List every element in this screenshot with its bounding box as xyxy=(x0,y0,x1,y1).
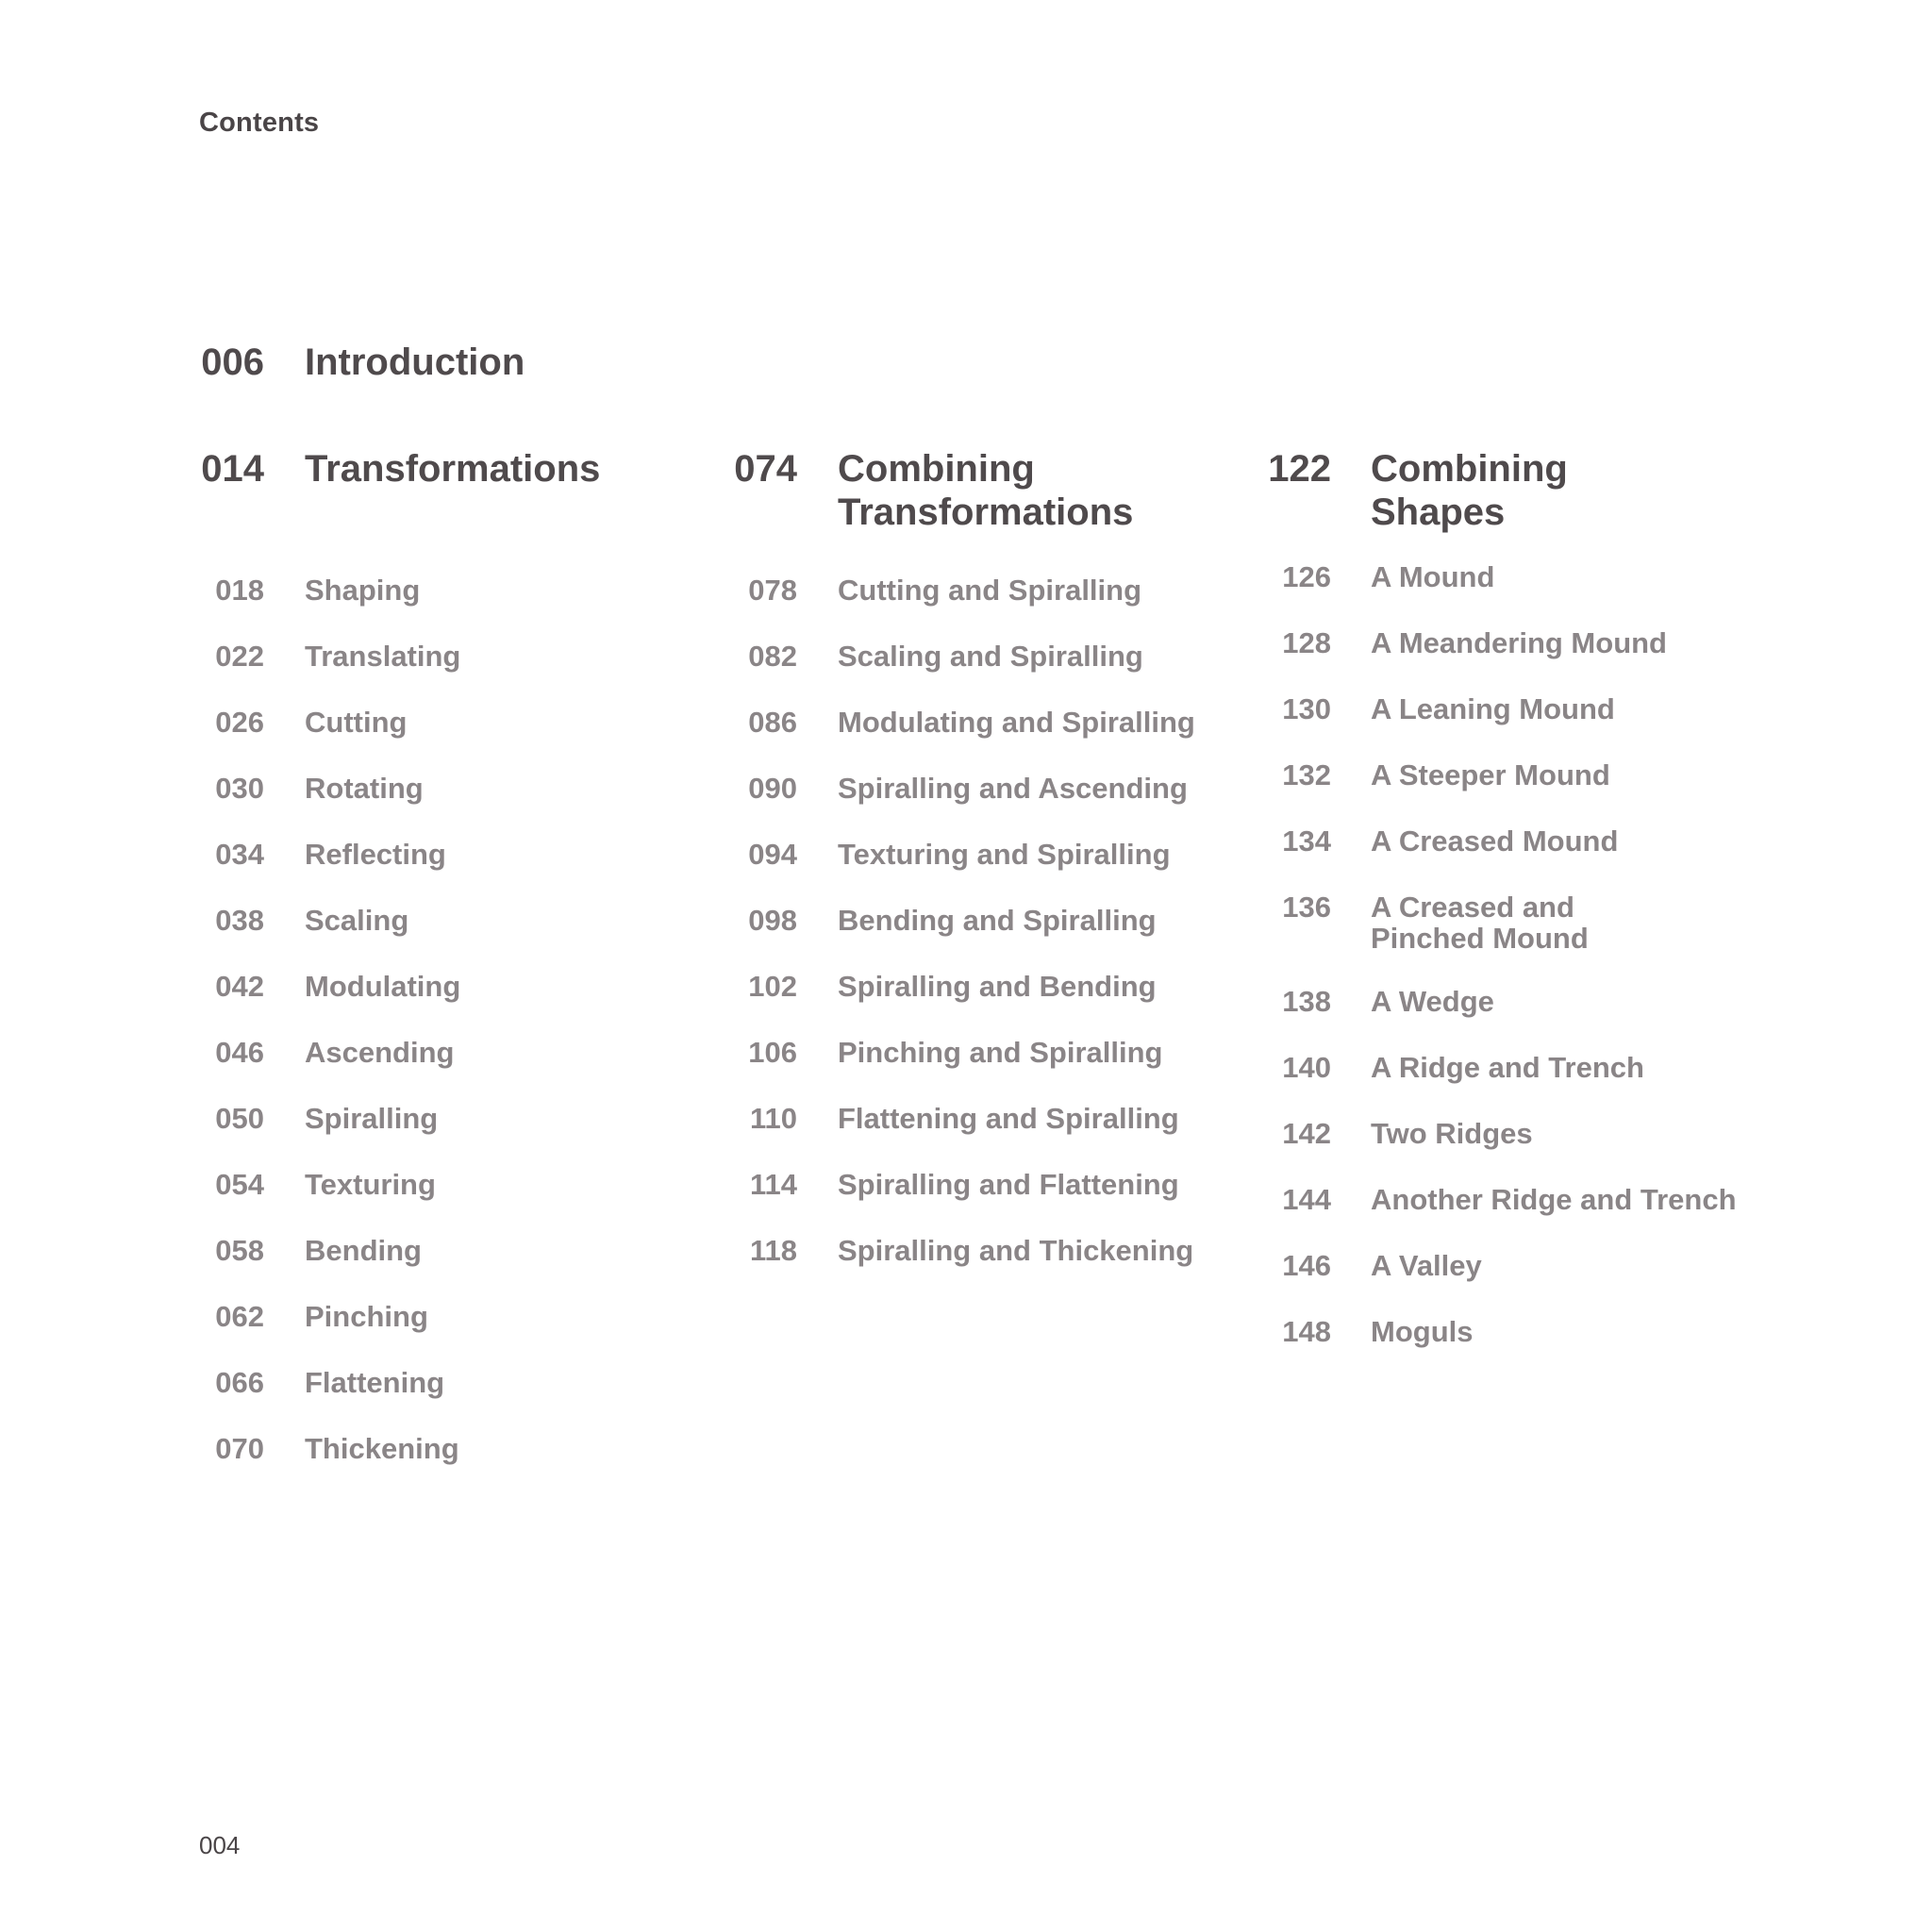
toc-entry-title: A Creased Mound xyxy=(1371,824,1619,858)
toc-entry-title: Flattening and Spiralling xyxy=(838,1102,1179,1135)
toc-entry-page-number: 050 xyxy=(215,1102,264,1135)
section-title: Combining xyxy=(1371,448,1568,490)
page-number: 004 xyxy=(199,1831,241,1859)
toc-entry-title: A Valley xyxy=(1371,1249,1482,1282)
toc-entry-page-number: 034 xyxy=(215,838,264,871)
toc-entry-page-number: 066 xyxy=(215,1366,264,1399)
toc-entry-page-number: 062 xyxy=(215,1300,264,1333)
toc-entry-page-number: 046 xyxy=(215,1036,264,1069)
toc-entry-title: A Meandering Mound xyxy=(1371,626,1667,659)
toc-entry-page-number: 130 xyxy=(1282,692,1331,725)
toc-entry-page-number: 042 xyxy=(215,970,264,1003)
section-number: 074 xyxy=(734,448,797,490)
toc-entry-title: A Steeper Mound xyxy=(1371,758,1610,791)
toc-entry-title: Shaping xyxy=(305,574,421,607)
toc-entry-title: Thickening xyxy=(305,1432,459,1465)
toc-entry-title: Modulating xyxy=(305,970,461,1003)
toc-entry-page-number: 078 xyxy=(748,574,797,607)
toc-entry-title: Another Ridge and Trench xyxy=(1371,1183,1737,1216)
toc-entry-page-number: 128 xyxy=(1282,626,1331,659)
toc-entry-page-number: 144 xyxy=(1282,1183,1331,1216)
toc-entry-page-number: 018 xyxy=(215,574,264,607)
toc-entry-page-number: 132 xyxy=(1282,758,1331,791)
toc-entry-title: Texturing xyxy=(305,1168,436,1201)
toc-entry-title: Moguls xyxy=(1371,1315,1474,1348)
toc-entry-page-number: 102 xyxy=(748,970,797,1003)
toc-entry-title: A Mound xyxy=(1371,560,1495,593)
toc-entry-title: Bending and Spiralling xyxy=(838,904,1157,937)
toc-entry-title: Scaling xyxy=(305,904,409,937)
toc-entry-title: Spiralling xyxy=(305,1102,439,1135)
toc-entry-title: Modulating and Spiralling xyxy=(838,706,1195,739)
toc-entry-title: Pinching xyxy=(305,1300,428,1333)
toc-entry-page-number: 148 xyxy=(1282,1315,1331,1348)
toc-entry-title: Pinching and Spiralling xyxy=(838,1036,1163,1069)
toc-entry-page-number: 138 xyxy=(1282,985,1331,1018)
toc-entry-title: A Ridge and Trench xyxy=(1371,1051,1644,1084)
section-number: 014 xyxy=(201,448,264,490)
toc-entry-title: Spiralling and Ascending xyxy=(838,772,1188,805)
toc-entry-title: Flattening xyxy=(305,1366,445,1399)
toc-entry-title: Translating xyxy=(305,640,461,673)
section-title-line2: Transformations xyxy=(838,491,1134,533)
toc-entry-page-number: 022 xyxy=(215,640,264,673)
toc-entry-page-number: 142 xyxy=(1282,1117,1331,1150)
toc-entry-title: A Wedge xyxy=(1371,985,1494,1018)
toc-entry-page-number: 140 xyxy=(1282,1051,1331,1084)
toc-entry-page-number: 110 xyxy=(749,1102,797,1135)
toc-entry-page-number: 030 xyxy=(215,772,264,805)
toc-entry-page-number: 136 xyxy=(1282,891,1331,924)
toc-entry-page-number: 094 xyxy=(748,838,797,871)
toc-entry-page-number: 106 xyxy=(748,1036,797,1069)
toc-entry-title: Reflecting xyxy=(305,838,446,871)
toc-entry-page-number: 118 xyxy=(749,1234,797,1267)
toc-entry-page-number: 114 xyxy=(749,1168,797,1201)
toc-entry-title: Rotating xyxy=(305,772,424,805)
toc-entry-page-number: 026 xyxy=(215,706,264,739)
section-title: Transformations xyxy=(305,448,601,490)
toc-entry-title: A Leaning Mound xyxy=(1371,692,1615,725)
toc-entry-title: Spiralling and Bending xyxy=(838,970,1157,1003)
toc-entry-title: Spiralling and Thickening xyxy=(838,1234,1194,1267)
running-head: Contents xyxy=(199,108,320,138)
toc-entry-title: Spiralling and Flattening xyxy=(838,1168,1179,1201)
section-title-line2: Shapes xyxy=(1371,491,1506,533)
toc-entry-title: Cutting xyxy=(305,706,408,739)
toc-entry-page-number: 126 xyxy=(1282,560,1331,593)
toc-entry-page-number: 054 xyxy=(215,1168,264,1201)
section-number: 122 xyxy=(1268,448,1331,490)
toc-entry-title: Texturing and Spiralling xyxy=(838,838,1171,871)
toc-entry-page-number: 090 xyxy=(748,772,797,805)
toc-entry-page-number: 134 xyxy=(1282,824,1331,858)
toc-intro-title: Introduction xyxy=(305,341,525,383)
toc-entry-page-number: 058 xyxy=(215,1234,264,1267)
toc-entry-page-number: 038 xyxy=(215,904,264,937)
toc-entry-page-number: 086 xyxy=(748,706,797,739)
toc-entry-page-number: 098 xyxy=(748,904,797,937)
toc-entry-title: Ascending xyxy=(305,1036,455,1069)
toc-entry-title: Scaling and Spiralling xyxy=(838,640,1143,673)
section-title: Combining xyxy=(838,448,1035,490)
toc-entry-title: Bending xyxy=(305,1234,422,1267)
toc-entry-title: A Creased and xyxy=(1371,891,1574,924)
toc-entry-title-line2: Pinched Mound xyxy=(1371,922,1589,955)
toc-entry-title: Cutting and Spiralling xyxy=(838,574,1142,607)
toc-entry-title: Two Ridges xyxy=(1371,1117,1533,1150)
toc-intro-number: 006 xyxy=(201,341,264,383)
toc-entry-page-number: 082 xyxy=(748,640,797,673)
toc-entry-page-number: 070 xyxy=(215,1432,264,1465)
toc-entry-page-number: 146 xyxy=(1282,1249,1331,1282)
